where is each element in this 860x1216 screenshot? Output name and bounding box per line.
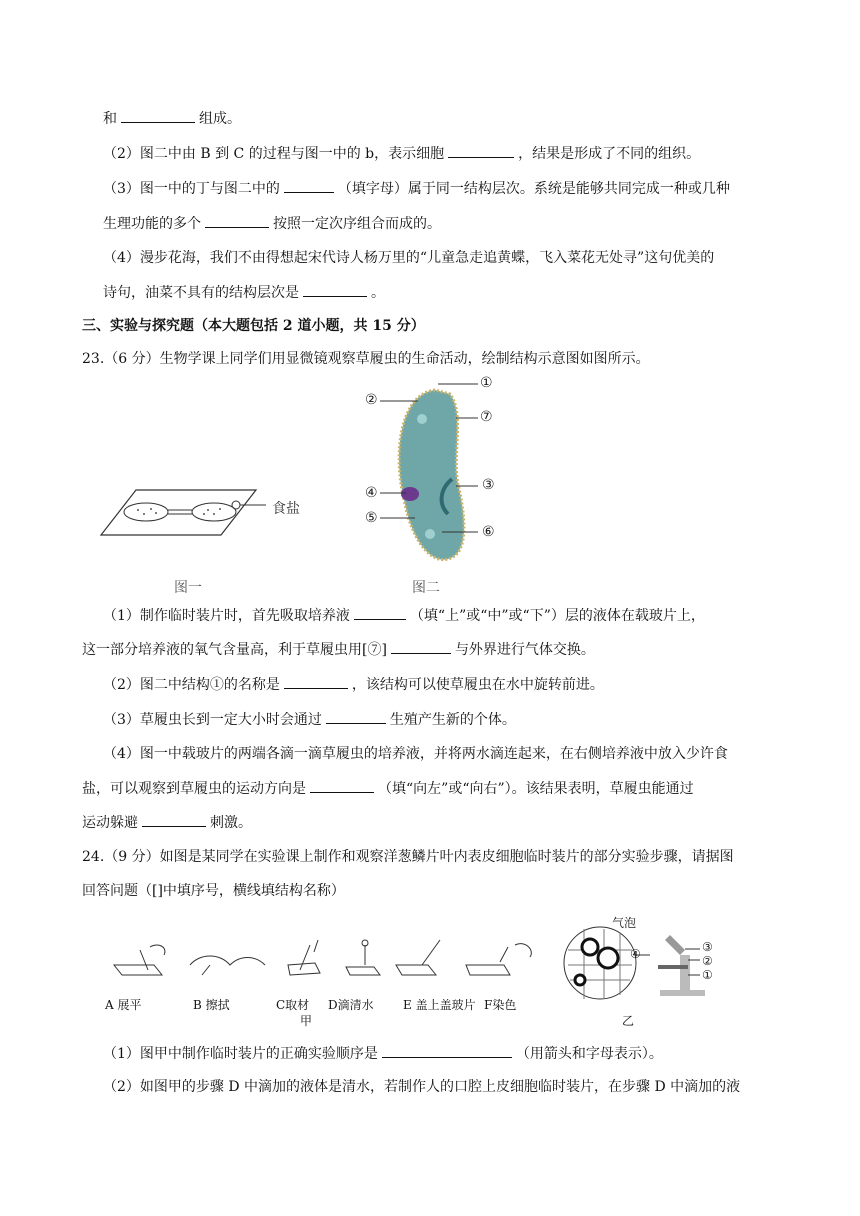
step-b: B 擦拭 [193, 998, 230, 1012]
answer-blank[interactable] [382, 1043, 512, 1058]
section-heading: 三、实验与探究题（本大题包括 2 道小题，共 15 分） [82, 318, 425, 334]
bubble-label: 气泡 [612, 916, 637, 930]
q22-line-a: 和 组成。 [103, 108, 241, 129]
q23-p4c: 运动躲避 刺激。 [82, 812, 252, 833]
step-d: D滴清水 [328, 998, 374, 1012]
micro-mark-4: ④ [630, 947, 641, 961]
micro-mark-2: ② [702, 954, 713, 968]
mark-2: ② [365, 392, 378, 408]
mark-5: ⑤ [365, 510, 378, 526]
q23-p4a: （4）图一中载玻片的两端各滴一滴草履虫的培养液，并将两水滴连起来，在右侧培养液中放入少许食 [103, 746, 728, 762]
q23-p1a: （1）制作临时装片时，首先吸取培养液 （填“上”或“中”或“下”）层的液体在载玻片上， [103, 605, 705, 626]
answer-blank[interactable] [391, 639, 451, 654]
q24-stem-b: 回答问题（[]中填序号，横线填结构名称） [82, 883, 345, 899]
micro-mark-3: ③ [702, 940, 713, 954]
step-e: E 盖上盖玻片 [403, 998, 476, 1012]
q22-p3b: 生理功能的多个 按照一定次序组合而成的。 [103, 213, 441, 234]
steps-figure [110, 935, 550, 985]
answer-blank[interactable] [326, 709, 386, 724]
q22-p2: （2）图二中由 B 到 C 的过程与图一中的 b，表示细胞 ，结果是形成了不同的组织。 [103, 143, 700, 164]
mark-3: ③ [482, 477, 495, 493]
mark-6: ⑥ [482, 524, 495, 540]
answer-blank[interactable] [354, 605, 406, 620]
q22-p3a: （3）图一中的丁与图二中的 （填字母）属于同一结构层次。系统是能够共同完成一种或几种 [103, 178, 730, 199]
q24-stem-a: 24.（9 分）如图是某同学在实验课上制作和观察洋葱鳞片叶内表皮细胞临时装片的部分实验步骤，请据图 [82, 849, 734, 865]
answer-blank[interactable] [284, 674, 348, 689]
fig-jia-caption: 甲 [300, 1014, 313, 1028]
answer-blank[interactable] [303, 282, 367, 297]
fig-yi-caption: 乙 [622, 1014, 635, 1028]
q22-p4a: （4）漫步花海，我们不由得想起宋代诗人杨万里的“儿童急走追黄蝶，飞入菜花无处寻”这句优美的 [103, 250, 715, 266]
fig2-caption: 图二 [412, 580, 440, 596]
mark-1: ① [480, 375, 493, 391]
answer-blank[interactable] [310, 778, 374, 793]
step-f: F染色 [484, 998, 517, 1012]
q23-p2: （2）图二中结构①的名称是 ，该结构可以使草履虫在水中旋转前进。 [103, 674, 604, 695]
q24-p2: （2）如图甲的步骤 D 中滴加的液体是清水，若制作人的口腔上皮细胞临时装片，在步骤 D 中滴加的液 [103, 1079, 741, 1095]
q23-p3: （3）草履虫长到一定大小时会通过 生殖产生新的个体。 [103, 709, 516, 730]
q23-p4b: 盐，可以观察到草履虫的运动方向是 （填“向左”或“向右”）。该结果表明，草履虫能通过 [82, 778, 694, 799]
answer-blank[interactable] [121, 108, 195, 123]
q23-stem: 23.（6 分）生物学课上同学们用显微镜观察草履虫的生命活动，绘制结构示意图如图所示。 [82, 351, 650, 367]
step-c: C取材 [276, 998, 310, 1012]
salt-label: 食盐 [272, 501, 300, 517]
q24-p1: （1）图甲中制作临时装片的正确实验顺序是 （用箭头和字母表示）。 [103, 1043, 663, 1064]
q22-p4b: 诗句，油菜不具有的结构层次是 。 [103, 282, 385, 303]
mark-4: ④ [365, 485, 378, 501]
answer-blank[interactable] [284, 178, 334, 193]
q23-p1b: 这一部分培养液的氧气含量高，利于草履虫用[⑦] 与外界进行气体交换。 [82, 639, 595, 660]
micro-mark-1: ① [702, 968, 713, 982]
answer-blank[interactable] [448, 143, 514, 158]
mark-7: ⑦ [480, 409, 493, 425]
paramecium-figure [360, 374, 510, 574]
answer-blank[interactable] [142, 812, 206, 827]
answer-blank[interactable] [205, 213, 269, 228]
step-a: A 展平 [105, 998, 142, 1012]
fig1-caption: 图一 [174, 580, 202, 596]
